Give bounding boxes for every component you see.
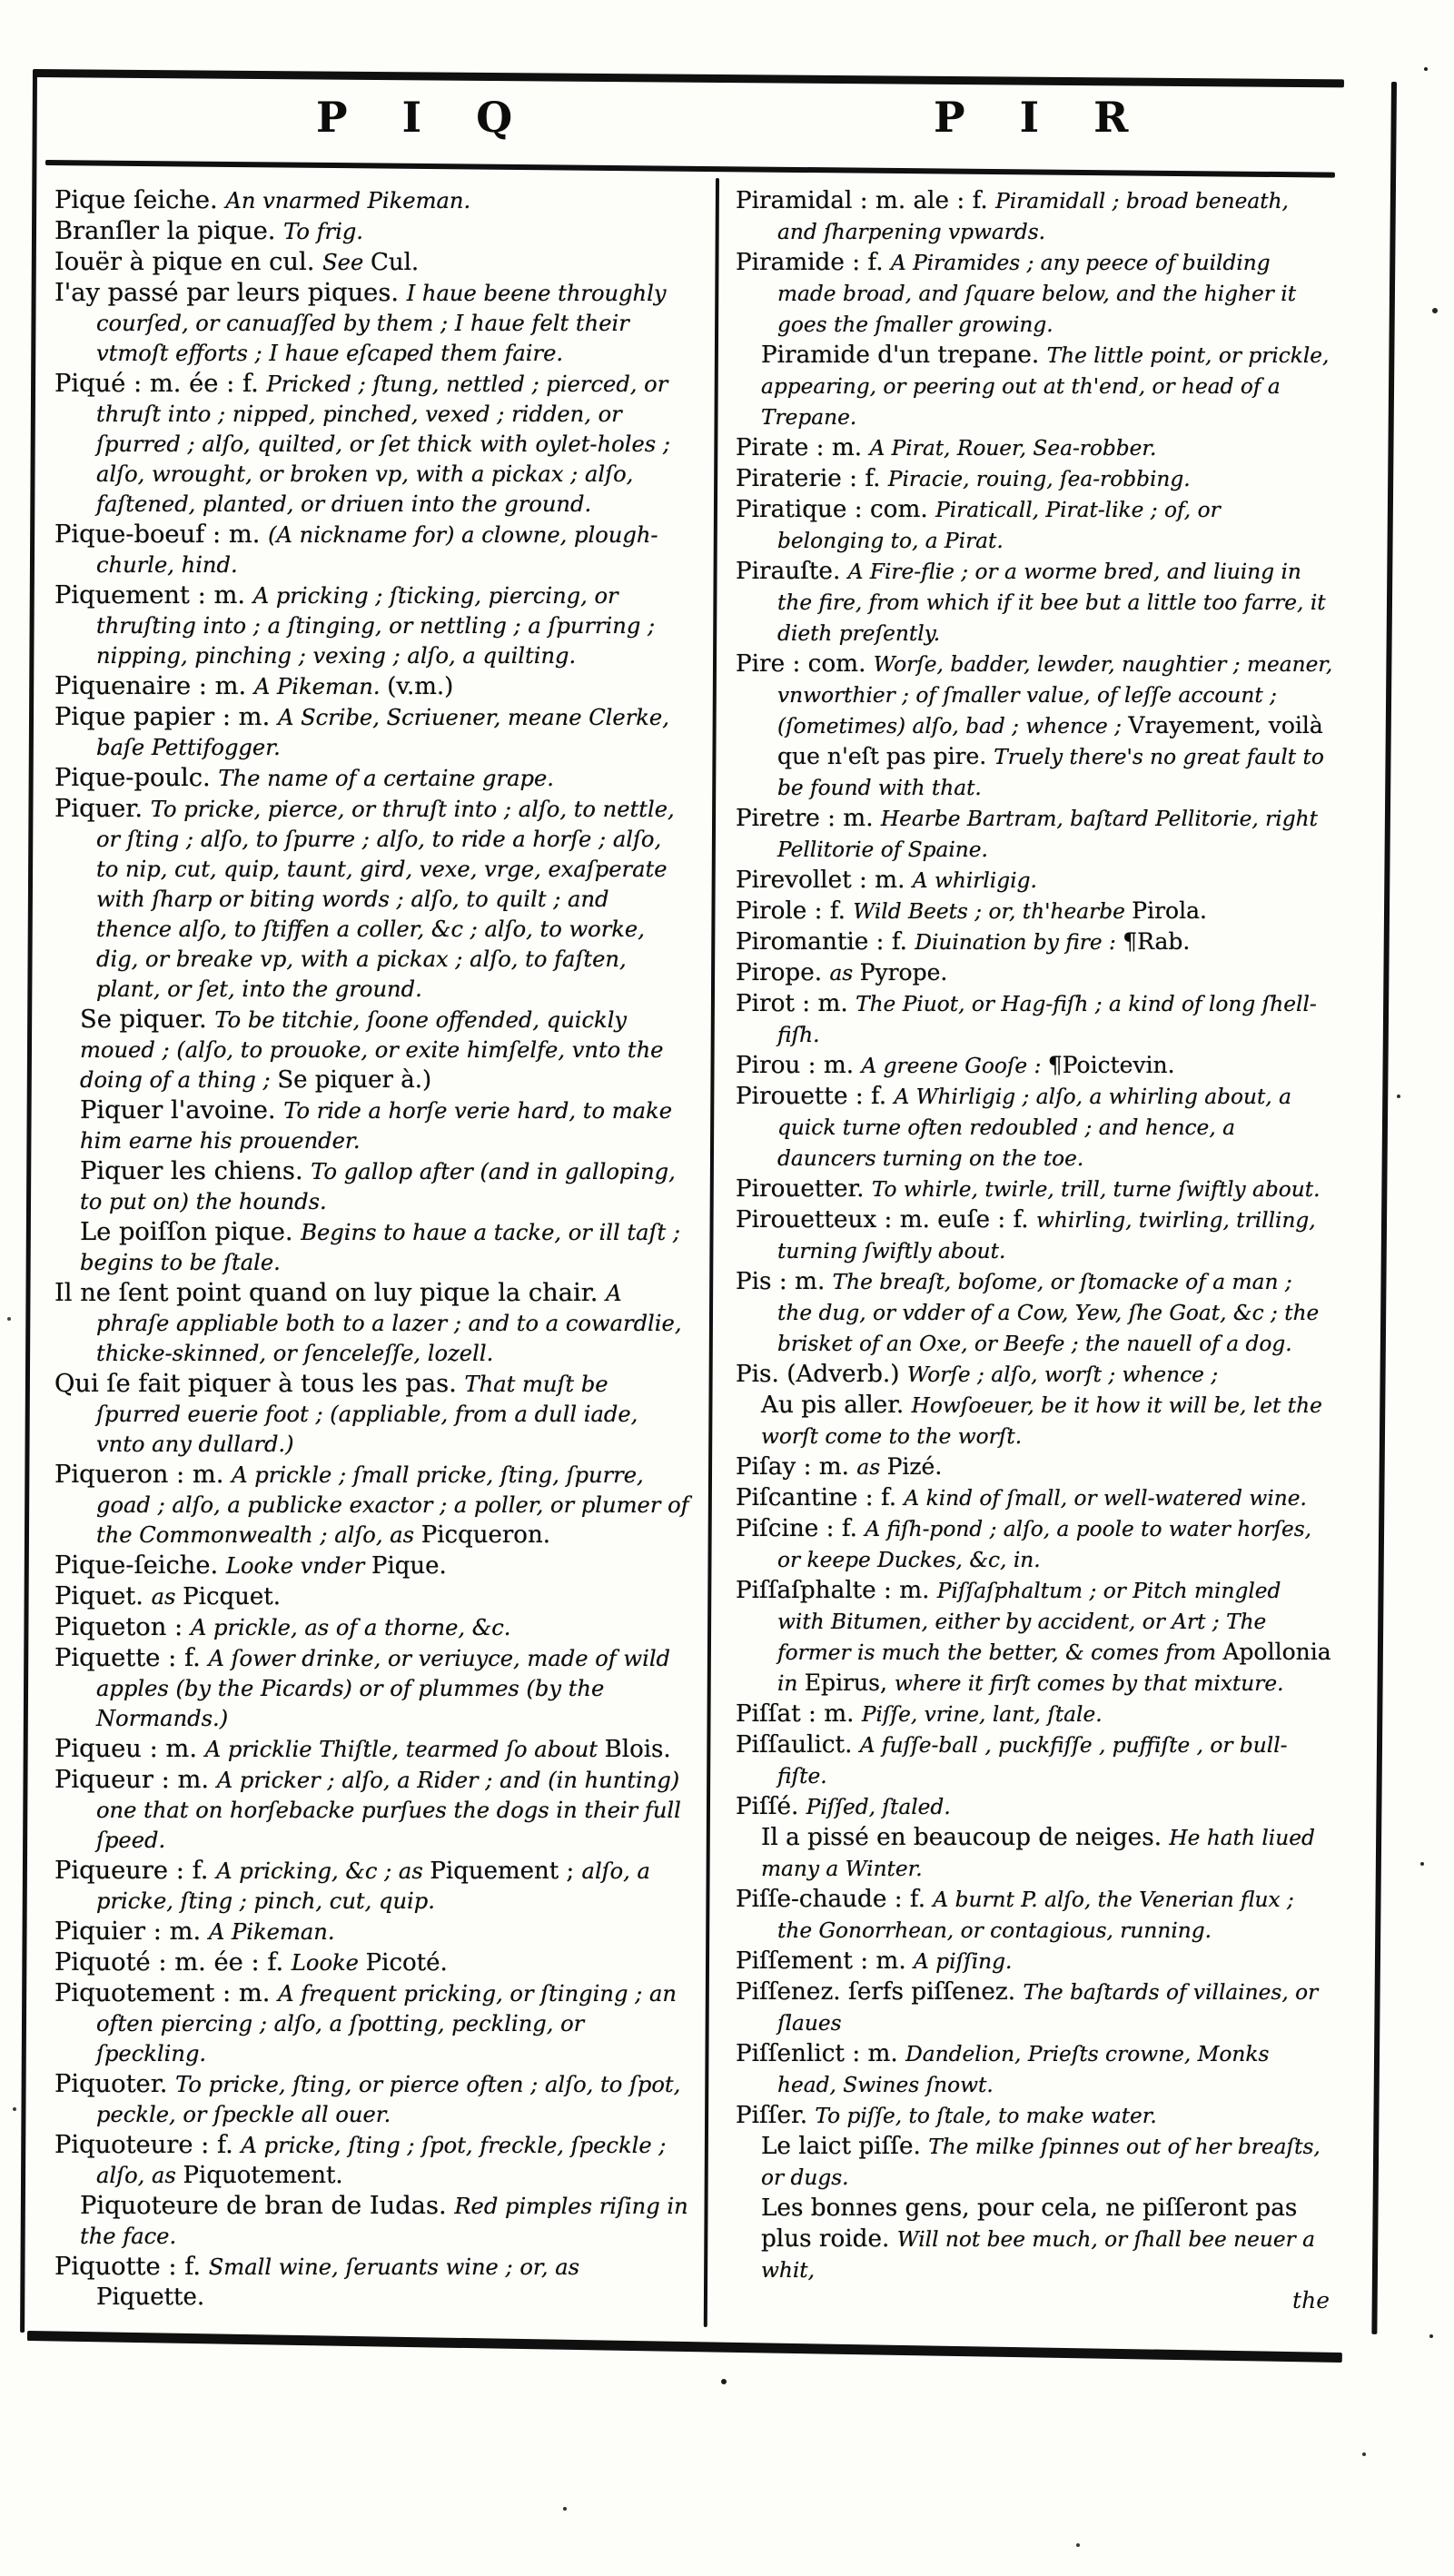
entry-headword: Piqueu : m. [54, 1735, 205, 1763]
entry-headword: Iouër à pique en cul. [54, 248, 323, 276]
entry-text: A prickle, as of a thorne, &c. [190, 1615, 511, 1640]
entry-text: ¶Poictevin. [1047, 1052, 1175, 1078]
entry-headword: Il a pissé en beaucoup de neiges. [761, 1824, 1170, 1851]
entry-text: Piquotement. [183, 2162, 343, 2189]
entry-text: A Pikeman. [253, 674, 388, 699]
entry-text: Picqueron. [420, 1521, 550, 1549]
entry-headword: Piquoteure : f. [54, 2131, 242, 2159]
entry-headword: Pique-ſeiche. [54, 1551, 226, 1580]
entry [736, 1359, 1333, 1390]
column-left [54, 185, 690, 2313]
entry-headword: Piquoteure de bran de Iudas. [80, 2192, 455, 2220]
entry-text: The name of a certaine grape. [218, 766, 554, 791]
entry [736, 432, 1333, 463]
entry [54, 1460, 690, 1551]
entry-headword: Piſſenlict : m. [736, 2040, 906, 2067]
entry-headword: Piquer l'avoine. [80, 1096, 284, 1125]
entry-headword: Pirate : m. [736, 434, 870, 461]
entry-headword: Au pis aller. [761, 1392, 912, 1419]
entry-text: The little point, or prickle, appearing, or peering out at th'end, or head of a Trepane. [761, 343, 1330, 430]
entry-headword: Se piquer. [80, 1006, 215, 1034]
entry-text: The breaſt, boſome, or ſtomacke of a man ; the dug, or vdder of a Cow, Yew, ſhe Goat, &c ; the brisket of an Oxe, or Beefe ; the nauell of a dog. [777, 1270, 1320, 1356]
entry [54, 702, 690, 763]
entry-text: To whirle, twirle, trill, turne ſwiftly about. [871, 1177, 1320, 1202]
entry [736, 1204, 1333, 1266]
entry-text: Dandelion, Prieſts crowne, Monks head, Swines ſnowt. [777, 2042, 1270, 2097]
page-border-top [33, 69, 1344, 87]
entry [736, 494, 1333, 556]
entry-text: A pricker ; alſo, a Rider ; and (in hunting) one that on horſebacke purſues the dogs in their full ſpeed. [96, 1768, 681, 1853]
entry [54, 1612, 690, 1643]
entry [736, 1451, 1333, 1482]
sub-entry [736, 1390, 1333, 1451]
entry-text: Pricked ; ſtung, nettled ; pierced, or thruſt into ; nipped, pinched, vexed ; ridden, or ſpurred ; alſo, quilted, or ſet thick with oylet-holes ; alſo, wrought, or broken vp, with a pickax ; alſo, faſtened, planted, or driuen into the ground. [96, 372, 670, 517]
entry [736, 1946, 1333, 1977]
entry-text: A Scribe, Scriuener, meane Clerke, baſe Pettifogger. [96, 705, 669, 760]
column-right [736, 185, 1333, 2315]
entry [736, 1791, 1333, 1822]
entry-text: Piſſed, ſtaled. [806, 1795, 951, 1819]
entry-headword: Pirou : m. [736, 1052, 862, 1079]
entry [54, 1765, 690, 1856]
entry-text: To pricke, ſting, or pierce often ; alſo, to ſpot, peckle, or ſpeckle all ouer. [96, 2072, 681, 2127]
sub-entry [54, 1217, 690, 1278]
entry-text: A Pirat, Rouer, Sea-robber. [869, 436, 1157, 461]
entry-headword: Pirot : m. [736, 990, 856, 1017]
entry-text: A Whirligig ; alſo, a whirling about, a quick turne often redoubled ; and hence, a dauncers turning on the toe. [777, 1085, 1291, 1171]
entry [736, 2100, 1333, 2131]
entry-headword: Piqué : m. ée : f. [54, 370, 267, 398]
entry [736, 185, 1333, 247]
entry-headword: Piquier : m. [54, 1917, 209, 1946]
entry-text: A Piramides ; any peece of building made broad, and ſquare below, and the higher it goes the ſmaller growing. [777, 251, 1297, 337]
entry-headword: Piquer. [54, 795, 151, 823]
entry-text: Small wine, ſeruants wine ; or, as [208, 2254, 580, 2280]
column-divider-rule [704, 178, 719, 2327]
entry [54, 185, 690, 216]
entry-text: Looke [291, 1950, 366, 1976]
entry-headword: Pique ſeiche. [54, 186, 226, 214]
entry-headword: Pique-poulc. [54, 764, 219, 792]
entry-headword: Piquette : f. [54, 1644, 209, 1672]
entry-text: Piraticall, Pirat-like ; of, or belonging to, a Pirat. [777, 498, 1221, 553]
entry-text: Piramidall ; broad beneath, and ſharpening vpwards. [777, 189, 1289, 244]
entry-text: Piquette. [96, 2284, 205, 2311]
entry-text: Truely there's no great fault to be found with that. [777, 745, 1324, 800]
entry-headword: Piſſaſphalte : m. [736, 1577, 937, 1604]
entry [736, 1482, 1333, 1513]
entry-headword: Piqueton : [54, 1613, 191, 1641]
entry-text: A pricklie Thiſtle, tearmed ſo about [204, 1737, 605, 1762]
entry-headword: Piquement : m. [54, 581, 253, 609]
entry-headword: Pis. (Adverb.) [736, 1361, 907, 1388]
page-border-bottom [27, 2331, 1342, 2363]
entry-headword: Piſſat : m. [736, 1700, 862, 1728]
entry-text: Piſſaſphaltum ; or Pitch mingled with Bitumen, either by accident, or Art ; The former is much the better, & comes from [777, 1579, 1281, 1665]
entry-text: Worſe ; alſo, worſt ; whence ; [906, 1362, 1219, 1387]
entry [736, 1729, 1333, 1791]
entry-text: A burnt P. alſo, the Venerian flux ; the Gonorrhean, or contagious, running. [777, 1887, 1294, 1943]
entry-headword: Qui ſe fait piquer à tous les pas. [54, 1370, 465, 1398]
entry-text: Blois. [604, 1736, 671, 1763]
entry-text: Hearbe Bartram, baſtard Pellitorie, right Pellitorie of Spaine. [777, 807, 1318, 862]
sub-entry [736, 2131, 1333, 2193]
entry-text: To gallop after (and in galloping, to put on) the hounds. [80, 1159, 676, 1214]
entry-text: as [151, 1584, 183, 1610]
entry-text: A fiſh-pond ; alſo, a poole to water horſes, or keepe Duckes, &c, in. [777, 1517, 1312, 1572]
entry-headword: Piſcine : f. [736, 1515, 865, 1542]
entry-text: Pyrope. [859, 959, 948, 986]
entry-headword: Piſſer. [736, 2102, 816, 2129]
entry-text: A Pikeman. [208, 1919, 335, 1945]
entry-text: Piracie, rouing, ſea-robbing. [887, 467, 1191, 491]
entry-text: The milke ſpinnes out of her breaſts, or dugs. [761, 2135, 1320, 2190]
entry-text: Se piquer à.) [277, 1066, 432, 1094]
entry-text: Cul. [370, 249, 420, 276]
entry-text: An vnarmed Pikeman. [225, 188, 471, 213]
entry-text: A whirligig. [912, 868, 1037, 893]
entry-text: A frequent pricking, or ſtinging ; an often piercing ; alſo, a ſpotting, peckling, or ſpeckling. [96, 1981, 677, 2066]
entry-headword: Pirouetter. [736, 1175, 872, 1203]
entry [54, 1643, 690, 1734]
entry-text: as [829, 961, 860, 986]
entry-text: A pricke, ſting ; ſpot, freckle, ſpeckle ; alſo, as [96, 2133, 667, 2188]
entry-headword: Piraterie : f. [736, 465, 888, 492]
entry-text: To frig. [283, 219, 363, 244]
entry-text: ¶Rab. [1123, 928, 1191, 955]
entry-headword: Piretre : m. [736, 805, 881, 832]
entry-text: A ſower drinke, or veriuyce, made of wild apples (by the Picards) or of plummes (by the Normands.) [96, 1646, 671, 1731]
entry-headword: Piramide : f. [736, 249, 891, 276]
entry-headword: Piqueron : m. [54, 1461, 232, 1489]
entry-headword: Pique-boeuf : m. [54, 520, 269, 549]
entry [54, 1278, 690, 1369]
entry-headword: Piſſenez. ſerfs piſſenez. [736, 1978, 1024, 2006]
entry-headword: Pirouetteux : m. euſe : f. [736, 1206, 1036, 1234]
entry-text: A phraſe appliable both to a lazer ; and to a cowardlie, thicke-skinned, or ſenceleſſe, lozell. [96, 1281, 682, 1366]
entry-text: Vrayement, voilà que n'eſt pas pire. [777, 712, 1323, 769]
entry [736, 1884, 1333, 1946]
entry-headword: Piquoté : m. ée : f. [54, 1948, 292, 1977]
entry [736, 556, 1333, 649]
entry [54, 369, 690, 520]
entry-text: I haue beene throughly courſed, or canuaſſed by them ; I haue felt their vtmoſt efforts ; I haue eſcaped them faire. [96, 281, 667, 366]
page-border-right [1371, 82, 1397, 2334]
entry [736, 1050, 1333, 1081]
entry-text: To be titchie, ſoone offended, quickly moued ; (alſo, to prouoke, or exite himſelfe, vnto the doing of a thing ; [80, 1007, 664, 1093]
entry [736, 1266, 1333, 1359]
entry [54, 1947, 690, 1978]
entry-headword: Piquer les chiens. [80, 1157, 312, 1185]
entry [54, 1369, 690, 1460]
entry [736, 649, 1333, 803]
page-border-left [20, 71, 37, 2333]
sub-entry [54, 2191, 690, 2252]
entry-text: whirling, twirling, trilling, turning ſwiftly about. [777, 1208, 1316, 1263]
entry-text: Piquement ; [430, 1858, 582, 1885]
entry-headword: I'ay passé par leurs piques. [54, 279, 407, 307]
entry-headword: Piratique : com. [736, 496, 936, 523]
entry-text: The Piuot, or Hag-fiſh ; a kind of long ſhell-fiſh. [777, 992, 1317, 1047]
entry [54, 763, 690, 794]
entry-headword: Piromantie : f. [736, 928, 915, 956]
entry-headword: Branſler la pique. [54, 217, 284, 245]
running-head-right: P I R [934, 93, 1149, 142]
entry [736, 463, 1333, 494]
entry-text: Apollonia [1222, 1639, 1331, 1665]
entry-text: A greene Gooſe : [861, 1054, 1048, 1078]
entry [736, 865, 1333, 896]
entry [54, 1917, 690, 1947]
entry [54, 1581, 690, 1612]
entry-text: Diuination by fire : [915, 930, 1123, 955]
entry-headword: Piſcantine : f. [736, 1484, 905, 1511]
entry-text: Picquet. [183, 1583, 281, 1610]
header-rule [45, 160, 1335, 178]
entry [54, 580, 690, 671]
sub-entry [54, 1005, 690, 1095]
entry [736, 803, 1333, 865]
entry [54, 794, 690, 1005]
entry-text: where it firſt comes by that mixture. [894, 1671, 1284, 1696]
entry-headword: Pis : m. [736, 1268, 833, 1295]
entry [736, 247, 1333, 340]
entry [54, 2252, 690, 2313]
entry-text: Will not bee much, or ſhall bee neuer a whit, [761, 2227, 1316, 2283]
entry-text: Wild Beets ; or, th'hearbe [853, 899, 1133, 924]
entry [736, 1174, 1333, 1204]
entry-text: Piſſe, vrine, lant, ſtale. [861, 1702, 1103, 1727]
entry-text: (v.m.) [387, 673, 454, 700]
entry [54, 671, 690, 702]
entry-headword: Piquotte : f. [54, 2253, 209, 2281]
entry-headword: Pirouette : f. [736, 1083, 895, 1110]
entry-headword: Pirauſte. [736, 558, 848, 585]
entry [54, 247, 690, 278]
entry-headword: Le laict piſſe. [761, 2133, 929, 2160]
entry-headword: Piquenaire : m. [54, 672, 254, 700]
entry [54, 1734, 690, 1765]
entry [54, 2069, 690, 2130]
entry [54, 216, 690, 247]
entry-text: A kind of ſmall, or well-watered wine. [904, 1486, 1307, 1511]
entry-headword: Pirevollet : m. [736, 867, 913, 894]
entry-text: Looke vnder [225, 1553, 371, 1579]
entry-headword: Piqueur : m. [54, 1766, 217, 1794]
entry-text: alſo, a pricke, ſting ; pinch, cut, quip. [96, 1858, 650, 1914]
entry-headword: Les bonnes gens, pour cela, ne piſſeront pas plus roide. [761, 2195, 1298, 2253]
entry [736, 2038, 1333, 2100]
entry [54, 520, 690, 580]
entry-text: To ride a horſe verie hard, to make him earne his prouender. [80, 1098, 672, 1154]
entry [736, 1513, 1333, 1575]
entry [736, 1977, 1333, 2038]
entry [54, 1978, 690, 2069]
entry-text: Pique. [371, 1552, 447, 1580]
entry-text: He hath liued many a Winter. [761, 1826, 1315, 1881]
entry-headword: Pique papier : m. [54, 703, 278, 731]
entry-headword: Piquotement : m. [54, 1979, 279, 2007]
entry-headword: Le poiſſon pique. [80, 1218, 302, 1246]
entry-headword: Pirole : f. [736, 897, 854, 925]
entry [54, 2130, 690, 2191]
entry [736, 896, 1333, 926]
entry-headword: Pire : com. [736, 650, 874, 678]
entry [736, 1699, 1333, 1729]
entry-text: A pricking, &c ; as [216, 1858, 430, 1884]
entry-text: Begins to haue a tacke, or ill taſt ; begins to be ſtale. [80, 1220, 681, 1275]
entry-headword: Piſay : m. [736, 1453, 857, 1481]
entry-text: Howſoeuer, be it how it will be, let the worſt come to the worſt. [761, 1393, 1322, 1449]
entry-text: The baſtards of villaines, or ſlaues [777, 1980, 1319, 2036]
entry [736, 926, 1333, 957]
entry [736, 988, 1333, 1050]
entry [736, 1081, 1333, 1174]
entry-headword: Piſſe-chaude : f. [736, 1886, 934, 1913]
entry-headword: Piquet. [54, 1582, 152, 1610]
sub-entry [54, 1156, 690, 1217]
entry [54, 1856, 690, 1917]
running-head-left: P I Q [316, 93, 533, 142]
entry [736, 1575, 1333, 1699]
entry-text: Pirola. [1132, 897, 1207, 924]
entry-text: A prickle ; ſmall pricke, ſting, ſpurre, goad ; alſo, a publicke exactor ; a poller, or plumer of the Commonwealth ; alſo, as [96, 1462, 689, 1548]
sub-entry [736, 1822, 1333, 1884]
scan-speck [1424, 67, 1428, 71]
entry-headword: Piquoter. [54, 2070, 176, 2098]
entry-headword: Piſſaulict. [736, 1731, 860, 1759]
entry-headword: Piramide d'un trepane. [761, 342, 1047, 369]
entry-text: A piſſing. [914, 1949, 1013, 1974]
entry-headword: Piſſement : m. [736, 1947, 915, 1975]
entry-headword: Pirope. [736, 959, 830, 986]
entry-text: in [777, 1671, 805, 1696]
entry [54, 278, 690, 369]
sub-entry [736, 2193, 1333, 2285]
entry-text: A fuſſe-ball , puckfiſſe , puffiſte , or bull-fiſte. [777, 1733, 1288, 1788]
entry-text: To pricke, pierce, or thruſt into ; alſo, to nettle, or ſting ; alſo, to ſpurre ; alſo, to ride a horſe ; alſo, to nip, cut, quip, taunt, gird, vexe, vrge, exaſperate with ſharp or biting words ; alſo, to quilt ; and thence alſo, to ſtiffen a coller, &c ; alſo, to worke, dig, or breake vp, with a pickax ; alſo, to faſten, plant, or ſet, into the ground. [96, 797, 675, 1002]
entry-text: A Fire-flie ; or a worme bred, and liuing in the fire, from which if it bee but a little too farre, it dieth preſently. [777, 560, 1326, 646]
entry-text: Epirus, [804, 1669, 895, 1696]
entry-text: See [322, 250, 371, 275]
entry-text: A pricking ; ſticking, piercing, or thruſting into ; a ſtinging, or nettling ; a ſpurring ; nipping, pinching ; vexing ; alſo, a quilting. [96, 583, 656, 669]
entry-text: Picoté. [365, 1949, 448, 1977]
entry-headword: Piqueure : f. [54, 1857, 217, 1885]
entry-text: Pizé. [886, 1453, 943, 1480]
entry [54, 1551, 690, 1581]
entry-headword: Il ne ſent point quand on luy pique la chair. [54, 1279, 607, 1307]
entry-headword: Piſſé. [736, 1793, 806, 1820]
entry [736, 957, 1333, 988]
catchword: the [1292, 2287, 1330, 2313]
sub-entry [736, 340, 1333, 432]
entry-text: That muſt be ſpurred euerie foot ; (appliable, from a dull iade, vnto any dullard.) [96, 1372, 638, 1457]
sub-entry [54, 1095, 690, 1156]
entry-text: Worſe, badder, lewder, naughtier ; meaner, vnworthier ; of ſmaller value, of leſſe account ; (ſometimes) alſo, bad ; whence ; [777, 652, 1333, 738]
entry-text: as [856, 1455, 887, 1480]
entry-text: (A nickname for) a clowne, plough-churle, hind. [96, 522, 658, 578]
entry-text: Red pimples riſing in the face. [80, 2194, 688, 2249]
entry-text: To piſſe, to ſtale, to make water. [815, 2104, 1157, 2128]
entry-headword: Piramidal : m. ale : f. [736, 187, 996, 214]
